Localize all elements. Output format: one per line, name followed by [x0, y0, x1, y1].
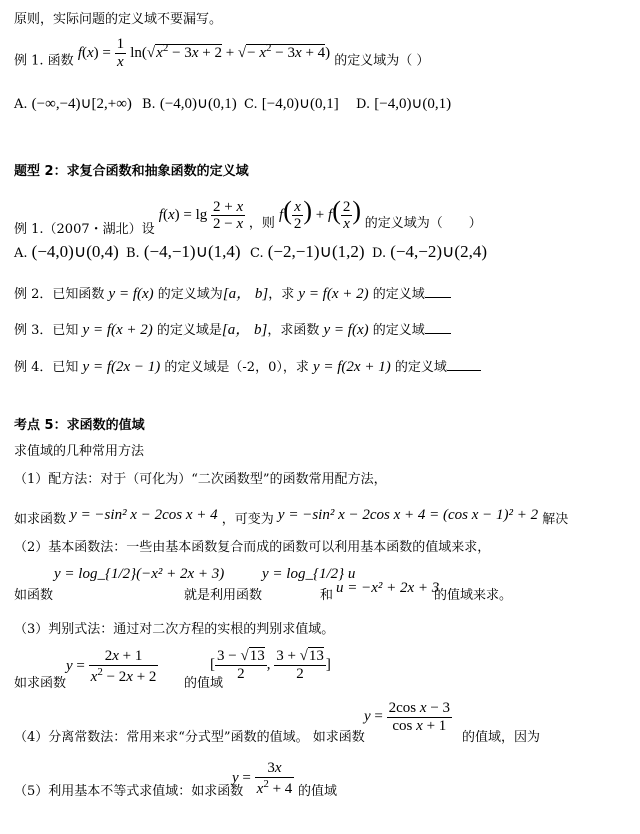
- section2-example-1: 例 1.（2007・湖北）设 f(x) = lg $\frac{2 + x}{2 - x}$ ，则 f( $\frac{x}{2}$ ) + f( $\frac{2}{x}$ ) 的定义域为（ ）: [14, 196, 482, 237]
- example-1-formula: f(x) = $\frac{1}{x}$ $\ln(√x^2 - 3x + 2$ + √− $x^2 - 3x + 4$): [77, 36, 331, 70]
- ex2-1-option-b: B. (−4,−1)∪(1,4): [126, 242, 241, 261]
- example-1-prefix: 例 1. 函数: [14, 53, 74, 69]
- answer-blank: [425, 321, 451, 334]
- m3-formula: y = $\frac{2x + 1}{x^2 - 2x + 2}$: [66, 648, 157, 685]
- ex2-1-option-d: D. (−4,−2)∪(2,4): [372, 242, 487, 261]
- method-4: （4）分离常数法：常用来求“分式型”函数的值域。 如求函数 y = $\frac{\text{2cos x − 3}}{\text{cos x + 1}}$ 的值域，因为: [14, 700, 541, 745]
- ex1-option-a: A. (−∞,−4)∪[2,+∞): [14, 96, 132, 112]
- method-2-example: 如函数 y = log_{1/2}(−x² + 2x + 3) 就是利用函数 y = log_{1/2} u 和 u = −x² + 2x + 3 的值域来求。: [14, 566, 513, 603]
- ex2-1-formula: f(x) = lg $\frac{2 + x}{2 - x}$: [158, 198, 244, 233]
- method-1-example: 如求函数 y = −sin² x − 2cos x + 4 ，可变为 y = −sin² x − 2cos x + 4 = (cos x − 1)² + 2 解决: [14, 507, 569, 527]
- ex1-option-d: D. [−4,0)∪(0,1): [356, 96, 452, 112]
- method-2-label: （2）基本函数法：一些由基本函数复合而成的函数可以利用基本函数的值域来求，: [14, 540, 491, 555]
- example-1-suffix: 的定义域为（ ）: [334, 53, 430, 69]
- ex2-1-formula2: f( $\frac{x}{2}$ ) + f( $\frac{2}{x}$ ): [279, 196, 362, 233]
- method-3-label: （3）判别式法：通过对二次方程的实根的判别求值域。: [14, 622, 335, 637]
- section-2-title: 题型 2：求复合函数和抽象函数的定义域: [14, 164, 249, 179]
- section2-example-4: 例 4．已知 y = f(2x − 1) 的定义域是（-2，0），求 y = f(2x + 1) 的定义域: [14, 356, 481, 376]
- m4-formula: y = $\frac{\text{2cos x − 3}}{\text{cos x + 1}}$: [364, 700, 451, 734]
- methods-intro: 求值域的几种常用方法: [14, 444, 145, 459]
- example-1: [14, 36, 430, 78]
- section-5-title: 考点 5：求函数的值域: [14, 418, 145, 433]
- answer-blank: [425, 285, 451, 298]
- ex1-option-b: B. (−4,0)∪(0,1): [142, 96, 237, 112]
- ex2-1-option-c: C. (−2,−1)∪(1,2): [250, 242, 365, 261]
- m3-result: [ $\frac{3 - √13}{2}$ , $\frac{3 + √13}{2}$ ]: [210, 648, 331, 682]
- ex2-1-option-a: A. (−4,0)∪(0,4): [14, 242, 119, 261]
- method-3-example: 如求函数 y = $\frac{2x + 1}{x^2 - 2x + 2}$ 的值域 [ $\frac{3 - √13}{2}$ , $\frac{3 + √13}{2}$ ]: [14, 648, 331, 691]
- ex1-option-c: C. [−4,0)∪(0,1]: [244, 96, 339, 112]
- answer-blank: [447, 358, 481, 371]
- section2-example-3: 例 3．已知 y = f(x + 2) 的定义域是[a， b]，求函数 y = f(x) 的定义域: [14, 318, 451, 339]
- m5-formula: y = $\frac{3x}{x^2 + 4}$: [232, 760, 293, 797]
- intro-text: 原则，实际问题的定义域不要漏写。: [14, 12, 223, 27]
- method-5: （5）利用基本不等式求值域：如求函数 y = $\frac{3x}{x^2 + 4}$ 的值域: [14, 760, 338, 799]
- method-1-label: （1）配方法：对于（可化为）“二次函数型”的函数常用配方法，: [14, 472, 387, 487]
- section2-example-2: 例 2．已知函数 y = f(x) 的定义域为[a， b]，求 y = f(x + 2) 的定义域: [14, 282, 451, 303]
